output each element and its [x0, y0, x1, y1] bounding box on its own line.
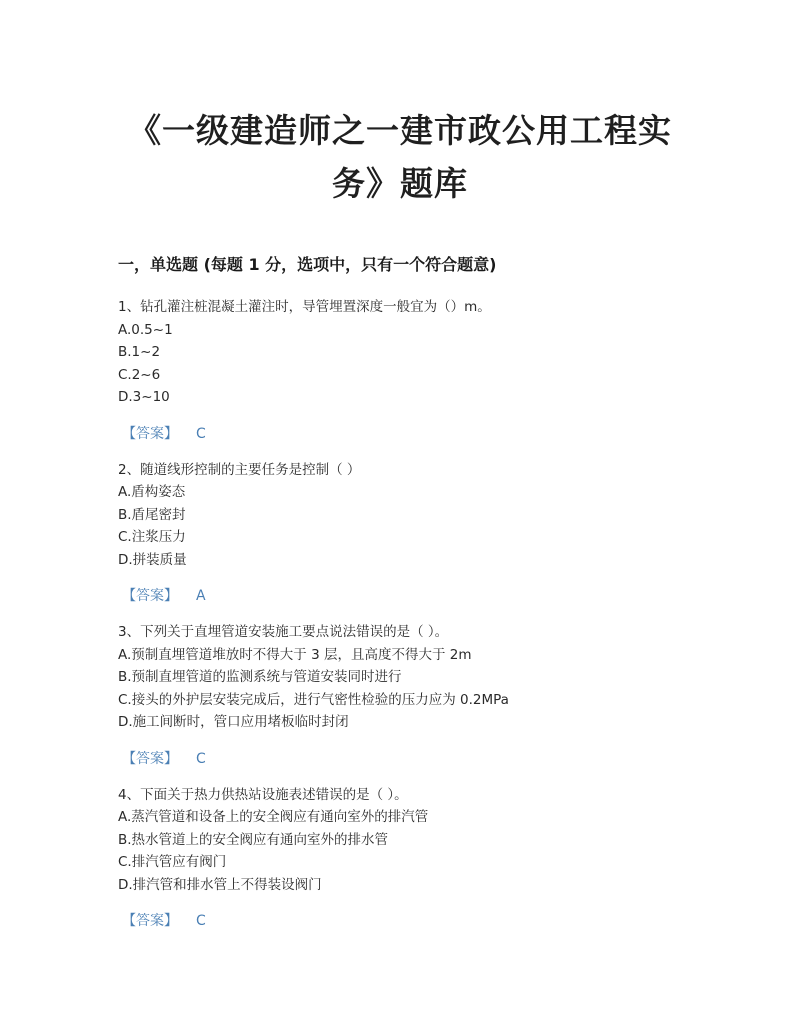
option-a: A.0.5~1 — [118, 321, 173, 338]
question-4 — [118, 784, 682, 933]
option-c: C.2~6 — [118, 366, 161, 383]
option-a: A.蒸汽管道和设备上的安全阀应有通向室外的排汽管 — [118, 809, 429, 825]
question-stem: 1、钻孔灌注桩混凝土灌注时，导管埋置深度一般宜为（）m。 — [118, 299, 491, 315]
answer-value: C — [196, 425, 206, 442]
option-c: C.注浆压力 — [118, 529, 186, 545]
answer-label: 【答案】 — [122, 425, 178, 442]
answer-value: C — [196, 913, 206, 929]
answer-line — [118, 748, 682, 770]
title-line-2: 务》题库 — [332, 164, 468, 203]
option-b: B.预制直埋管道的监测系统与管道安装同时进行 — [118, 669, 402, 685]
answer-line — [118, 585, 682, 607]
option-b: B.1~2 — [118, 344, 161, 360]
answer-line — [118, 423, 682, 445]
option-d: D.3~10 — [118, 389, 170, 405]
question-1 — [118, 296, 682, 445]
option-list — [118, 806, 682, 896]
document-title — [118, 0, 682, 210]
section-heading: 一，单选题 (每题 1 分，选项中，只有一个符合题意) — [118, 255, 497, 274]
answer-label: 【答案】 — [122, 750, 178, 767]
question-2 — [118, 459, 682, 608]
option-b: B.热水管道上的安全阀应有通向室外的排水管 — [118, 831, 389, 848]
option-d: D.施工间断时，管口应用堵板临时封闭 — [118, 714, 349, 730]
option-d: D.拼装质量 — [118, 551, 187, 568]
answer-label: 【答案】 — [122, 588, 178, 604]
title-line-1: 《一级建造师之一建市政公用工程实 — [128, 111, 672, 150]
option-list — [118, 481, 682, 571]
question-stem: 2、随道线形控制的主要任务是控制（ ） — [118, 461, 361, 478]
option-d: D.排汽管和排水管上不得装设阀门 — [118, 876, 322, 893]
answer-label: 【答案】 — [122, 913, 178, 929]
option-list — [118, 319, 682, 409]
option-c: C.排汽管应有阀门 — [118, 854, 227, 870]
answer-line — [118, 910, 682, 932]
option-b: B.盾尾密封 — [118, 506, 186, 523]
option-c: C.接头的外护层安装完成后，进行气密性检验的压力应为 0.2MPa — [118, 691, 509, 708]
question-3 — [118, 621, 682, 770]
option-a: A.盾构姿态 — [118, 484, 186, 500]
question-stem: 4、下面关于热力供热站设施表述错误的是（ ）。 — [118, 786, 408, 803]
option-list — [118, 644, 682, 734]
question-list — [118, 296, 682, 932]
answer-value: C — [196, 750, 206, 767]
answer-value: A — [196, 588, 206, 604]
option-a: A.预制直埋管道堆放时不得大于 3 层，且高度不得大于 2m — [118, 646, 472, 663]
question-stem: 3、下列关于直埋管道安装施工要点说法错误的是（ ）。 — [118, 624, 449, 640]
